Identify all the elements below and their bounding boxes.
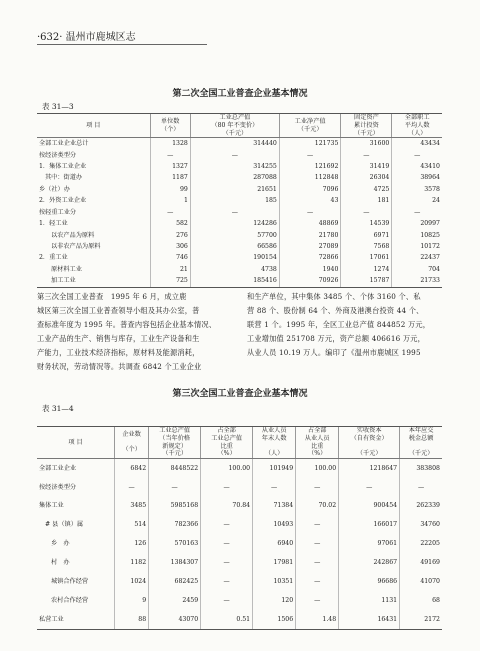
row-label: 全部工业企业总计 [39,140,89,148]
table-cell: — [201,572,253,591]
table-cell: 7568 [341,241,392,252]
table-cell: — [201,591,253,610]
table-cell: 1218647 [339,459,400,479]
table-cell: 17061 [341,253,392,264]
table-cell: 2172 [400,610,442,630]
table-cell: — [201,516,253,535]
table-cell: 287088 [190,173,279,184]
table-cell: — [190,207,279,218]
table-row [37,264,442,275]
table-cell: 22205 [400,535,442,554]
table-cell: — [339,478,400,497]
column-header: 企业数 （个） [115,427,149,459]
table-cell: 1.48 [296,610,339,630]
table-cell: 9 [115,591,149,610]
table-cell: 3578 [392,184,442,195]
paragraph-left [37,290,233,374]
table-cell: 1940 [279,264,341,275]
table-cell: 96686 [339,572,400,591]
row-label: 以农产品为原料 [51,231,95,239]
row-label: 按轻重工业分 [39,208,77,216]
paragraph-line: 联营 1 个。1995 年，全区工业总产值 844852 万元， [247,320,431,329]
table-cell: — [341,207,392,218]
page-header: ·632· 温州市鹿城区志 [37,32,136,43]
table-row [37,591,442,610]
table-cell: 112848 [279,173,341,184]
column-header: 固定资产 累计投资 （千元） [341,114,392,138]
table-cell: 100.00 [201,459,253,479]
table-cell: 71384 [253,497,296,516]
table-cell: 48869 [279,218,341,229]
table-cell: 66586 [190,241,279,252]
table-cell: — [201,535,253,554]
table-cell: 21780 [279,230,341,241]
column-header: 本年应交 税金总额 （千元） [400,427,442,459]
table-cell: 4725 [341,184,392,195]
row-label: 以非农产品为原料 [51,242,101,250]
table-row [37,218,442,229]
table-cell: 10493 [253,516,296,535]
table-cell: — [150,150,190,161]
table-cell: 2459 [149,591,201,610]
table2-number: 表 31—4 [42,404,74,413]
table-cell: 68 [400,591,442,610]
table-cell: 1187 [150,173,190,184]
table-row [37,230,442,241]
table-cell: — [279,150,341,161]
table-cell: 185 [190,195,279,206]
table-cell: 1327 [150,161,190,172]
table-cell: 27089 [279,241,341,252]
table-row [37,207,442,218]
table-row [37,253,442,264]
table-cell: 43 [279,195,341,206]
table-cell: 21651 [190,184,279,195]
table-cell: 38964 [392,173,442,184]
table-cell: 57700 [190,230,279,241]
column-header: 实收资本 （自有资金） （千元） [339,427,400,459]
table-cell: 101949 [253,459,296,479]
paragraph-line: 查标准年度为 1995 年。普查内容包括企业基本情况、 [37,320,217,329]
paragraph-line: 和生产单位，其中集体 3485 个、个体 3160 个、私 [247,292,421,301]
table-cell: 7096 [279,184,341,195]
paragraph-line: 工业产品的生产、销售与库存，工业生产设备和生 [37,334,200,343]
row-label: 按经济类型分 [39,151,77,159]
table-cell: 1131 [339,591,400,610]
column-header: 工业总产值 （当年价格 新规定） （千元） [149,427,201,459]
table-cell: 383808 [400,459,442,479]
table-cell: — [341,150,392,161]
table-cell: 8448522 [149,459,201,479]
table2-title: 第三次全国工业普查企业基本情况 [172,389,308,399]
table-cell: — [296,572,339,591]
table-cell: 1024 [115,572,149,591]
table-cell: — [201,478,253,497]
row-label: 集体工业 [39,502,64,510]
table-cell: 34760 [400,516,442,535]
table-row [37,478,442,497]
table-cell: — [150,207,190,218]
row-label: 乡 办 [51,540,70,548]
table-cell: 16431 [339,610,400,630]
table-row [37,610,442,630]
table-cell: 4738 [190,264,279,275]
header-rule [37,44,207,45]
table-cell: 15787 [341,275,392,287]
table-cell: 22437 [392,253,442,264]
table-cell: 314440 [190,138,279,150]
column-header: 占全部 工业总产值 比重 （%） [201,427,253,459]
table-cell: 10172 [392,241,442,252]
table-cell: 1328 [150,138,190,150]
table-cell: 5985168 [149,497,201,516]
table-row [37,173,442,184]
table-cell: 166017 [339,516,400,535]
table-cell: 242867 [339,553,400,572]
table-cell: 70.02 [296,497,339,516]
table-cell: 10351 [253,572,296,591]
table-cell: 121692 [279,161,341,172]
table-cell: 181 [341,195,392,206]
row-label: 加工工业 [37,275,150,287]
table-cell: 26304 [341,173,392,184]
table-row [37,572,442,591]
table-cell: 43434 [392,138,442,150]
table-cell: 682425 [149,572,201,591]
row-label: 私营工业 [37,610,115,630]
paragraph-line: 财务状况，劳动情况等。共调查 6842 个工业企业 [37,362,202,371]
table-cell: 1 [150,195,190,206]
table-cell: 782366 [149,516,201,535]
table-row [37,138,442,150]
table-cell: 43410 [392,161,442,172]
table-row [37,535,442,554]
table-cell: — [296,591,339,610]
row-label: 按经济类型分 [39,483,77,491]
table-row [37,195,442,206]
table-cell: 100.00 [296,459,339,479]
table-cell: — [296,553,339,572]
table1 [37,113,442,288]
table-cell: 31600 [341,138,392,150]
table-cell: 126 [115,535,149,554]
table-row [37,553,442,572]
table-cell: 41070 [400,572,442,591]
table-cell: 6842 [115,459,149,479]
paragraph-line: 产能力，工业技术经济指标，原材料及能源消耗， [37,348,200,357]
table-cell: 121735 [279,138,341,150]
table-cell: 120 [253,591,296,610]
table-cell: 704 [392,264,442,275]
table-cell: 725 [150,275,190,287]
row-label: 乡（社）办 [39,185,70,193]
table-cell: 20997 [392,218,442,229]
table2 [37,426,442,630]
table-cell: 185416 [190,275,279,287]
table-cell: 21733 [392,275,442,287]
table-cell: 70926 [279,275,341,287]
row-label: 1．集体工业企业 [39,162,87,170]
table-row [37,184,442,195]
table-cell: 1182 [115,553,149,572]
table-cell: 0.51 [201,610,253,630]
table-cell: 1506 [253,610,296,630]
table-cell: 124286 [190,218,279,229]
header-row [37,114,442,138]
table-cell: 190154 [190,253,279,264]
column-header: 工业总产值 （80 年不变价） （千元） [190,114,279,138]
column-header: 项 目 [37,427,115,459]
row-label: 1．轻工业 [39,220,68,228]
table1-number: 表 31—3 [42,102,74,111]
table-row [37,516,442,535]
table-cell: 3485 [115,497,149,516]
table-cell: 72866 [279,253,341,264]
table-cell: — [253,478,296,497]
table-cell: 276 [150,230,190,241]
header-row [37,427,442,459]
table-cell: 10825 [392,230,442,241]
table-row [37,241,442,252]
row-label: 城镇合作经营 [51,577,89,585]
column-header: 工业净产值 （千元） [279,114,341,138]
table-row [37,497,442,516]
table-cell: 6971 [341,230,392,241]
table-cell: 97061 [339,535,400,554]
table-cell: 1384307 [149,553,201,572]
table-row [37,459,442,479]
column-header: 项 目 [37,114,150,138]
paragraph-line: 工业增加值 251708 万元，资产总额 406616 万元， [247,334,426,343]
column-header: 全部职工 平均人数 （人） [392,114,442,138]
table-cell: — [392,207,442,218]
table-cell: 262339 [400,497,442,516]
table1-title: 第二次全国工业普查企业基本情况 [172,89,308,99]
paragraph-line: 营 88 个、股份制 64 个、外商及港澳台投资 44 个、 [247,306,424,315]
table-cell: 14539 [341,218,392,229]
table-cell: 24 [392,195,442,206]
table-row [37,150,442,161]
table-cell: 31419 [341,161,392,172]
row-label: 全部工业企业 [39,464,77,472]
table-cell: 17981 [253,553,296,572]
table-row [37,275,442,287]
table-cell: 306 [150,241,190,252]
table-cell: 570163 [149,535,201,554]
paragraph-line: 第三次全国工业普查 1995 年 6 月，成立鹿 [37,292,187,301]
table-cell: 49169 [400,553,442,572]
table-cell: — [201,553,253,572]
column-header: 单位数 （个） [150,114,190,138]
table-cell: — [149,478,201,497]
row-label: 2．外资工业企业 [39,197,87,205]
row-label: 2．重工业 [39,254,68,262]
table-cell: — [296,535,339,554]
paragraph-right [247,290,444,360]
row-label: 农村合作经营 [51,596,89,604]
table-cell: 21 [150,264,190,275]
table-cell: 6940 [253,535,296,554]
table-cell: 582 [150,218,190,229]
column-header: 从业人员 年末人数 （人） [253,427,296,459]
table-cell: 43070 [149,610,201,630]
table-cell: 70.84 [201,497,253,516]
table-cell: 314255 [190,161,279,172]
table-cell: — [190,150,279,161]
row-label: 村 办 [51,558,70,566]
table-cell: — [400,478,442,497]
paragraph-line: 城区第三次全国工业普查领导小组及其办公室，普 [37,306,200,315]
row-label: # 县（镇）属 [45,521,84,529]
row-label: 其中：街道办 [45,174,83,182]
table-cell: 88 [115,610,149,630]
table-cell: — [296,478,339,497]
paragraph-line: 从业人员 10.19 万人。编印了《温州市鹿城区 1995 [247,348,421,357]
table-cell: — [115,478,149,497]
table-cell: — [279,207,341,218]
table-cell: — [392,150,442,161]
table-cell: 99 [150,184,190,195]
table-cell: — [296,516,339,535]
row-label: 原材料工业 [51,265,82,273]
column-header: 占全部 从业人员 比重 （%） [296,427,339,459]
table-cell: 514 [115,516,149,535]
table-cell: 746 [150,253,190,264]
table-cell: 1274 [341,264,392,275]
table-row [37,161,442,172]
table-cell: 900454 [339,497,400,516]
